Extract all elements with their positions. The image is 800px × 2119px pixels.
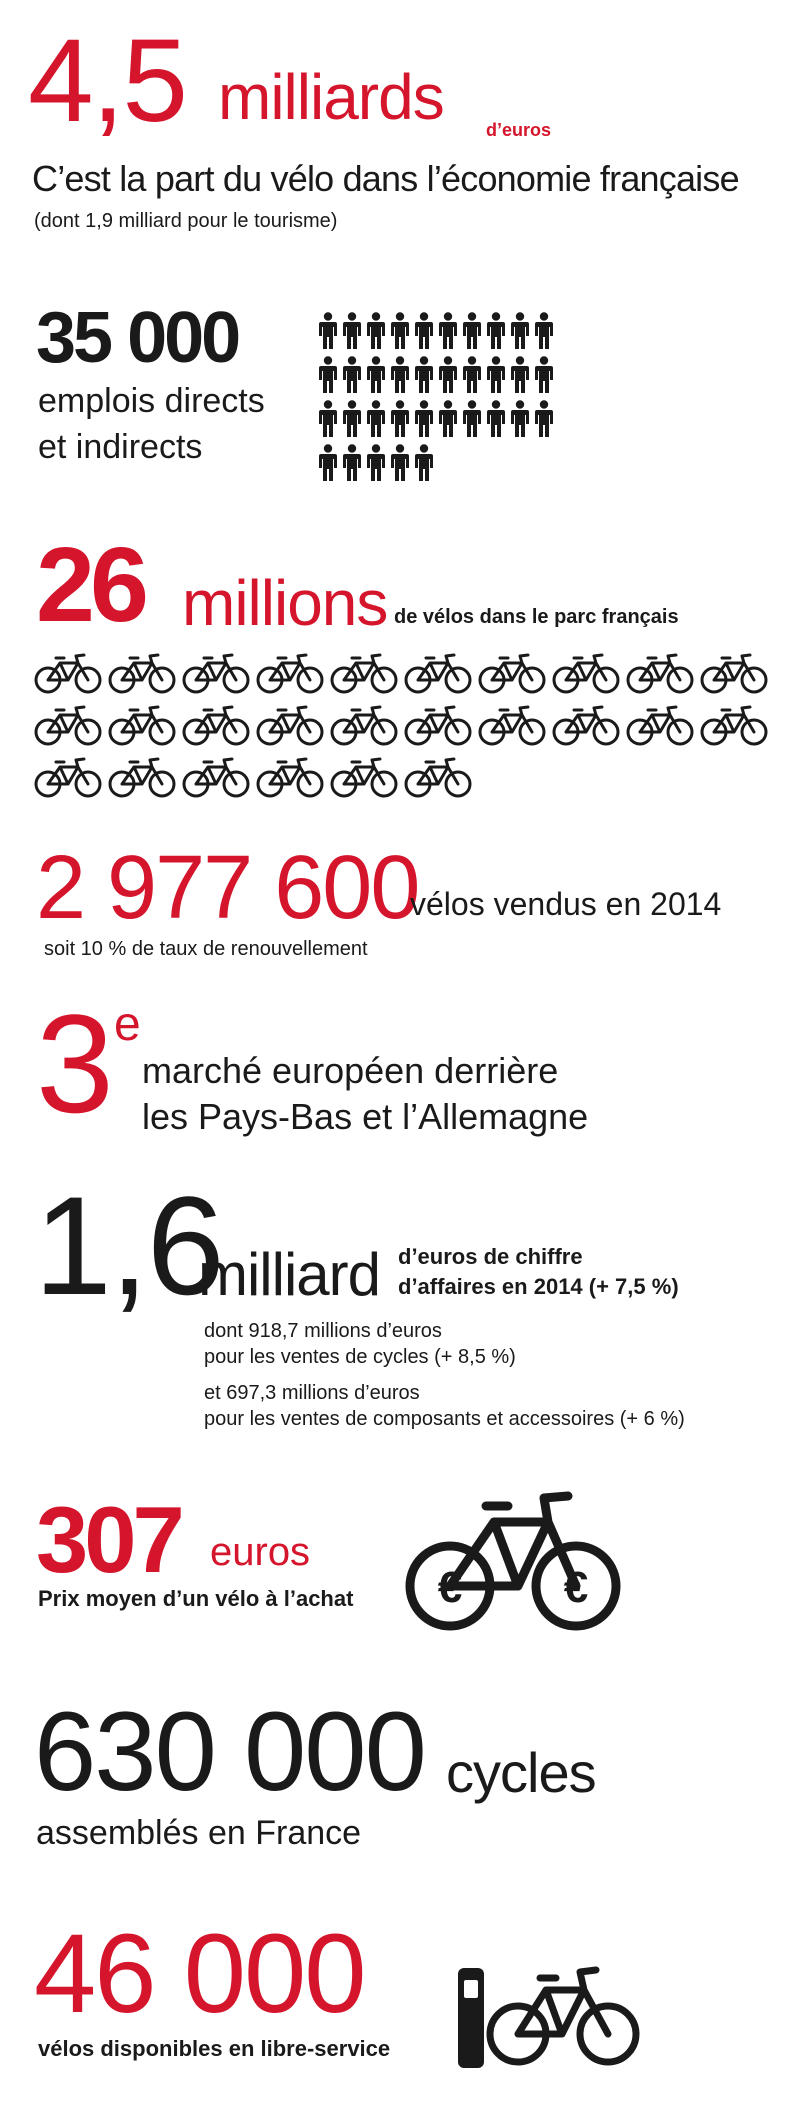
stat-2977600-note: soit 10 % de taux de renouvellement [44,938,368,960]
person-icon [438,312,462,350]
stat-1-6-detail1: dont 918,7 millions d’euros [204,1320,442,1342]
euro-symbol-left: € [437,1563,463,1612]
stat-3e-number: 3 [36,985,112,1142]
person-icon [534,312,558,350]
bike-sharing-station-icon [456,1950,646,2075]
bicycle-icon [404,652,478,694]
bicycle-icon [34,652,108,694]
person-icon [486,312,510,350]
person-icon [342,312,366,350]
person-icon [414,444,438,482]
stat-4-5-note: (dont 1,9 milliard pour le tourisme) [34,210,338,232]
person-icon [534,400,558,438]
person-icon [342,400,366,438]
person-icon [438,356,462,394]
stat-1-6-detail4: pour les ventes de composants et accessoires (+ 6 %) [204,1408,685,1430]
bicycle-icon [256,652,330,694]
person-icon [318,356,342,394]
person-icon [390,312,414,350]
person-icon [366,356,390,394]
stat-1-6-suffix-line2: d’affaires en 2014 (+ 7,5 %) [398,1274,679,1299]
bicycle-icon [182,704,256,746]
bicycle-icon [404,756,478,798]
bicycle-icon [552,652,626,694]
stat-630000-line: assemblés en France [36,1814,362,1852]
euro-bicycle-icon [398,1484,628,1639]
stat-1-6-suffix-line1: d’euros de chiffre [398,1244,583,1269]
bicycle-icon [108,652,182,694]
person-icon [318,400,342,438]
person-icon [366,400,390,438]
bicycle-icon [700,652,774,694]
stat-1-6-unit: milliard [198,1241,381,1308]
bicycle-icon [478,652,552,694]
stat-4-5-number: 4,5 [28,15,187,147]
bicycle-icon [626,704,700,746]
stat-46000-number: 46 000 [34,1911,365,2036]
person-icon [438,400,462,438]
stat-4-5-suffix: d’euros [486,120,552,140]
person-icon [342,444,366,482]
bicycle-icon [626,652,700,694]
stat-630000-unit: cycles [446,1741,596,1804]
person-icon [534,356,558,394]
stat-2977600-suffix: vélos vendus en 2014 [410,886,722,922]
bicycle-icon [108,704,182,746]
stat-26-unit: millions [182,567,388,639]
bicycle-icon [182,756,256,798]
person-icon [366,312,390,350]
person-icon [366,444,390,482]
bicycle-icon [108,756,182,798]
stat-4-5-description: C’est la part du vélo dans l’économie française [32,158,739,199]
stat-1-6-detail3: et 697,3 millions d’euros [204,1382,420,1404]
stat-26-suffix: de vélos dans le parc français [394,606,679,628]
bicycle-icon [256,756,330,798]
stat-46000-label: vélos disponibles en libre-service [38,2036,391,2061]
person-icon [462,312,486,350]
person-icon [486,356,510,394]
person-icon [390,356,414,394]
bicycle-icon [256,704,330,746]
person-icon [414,312,438,350]
bicycle-icon [330,652,404,694]
stat-3e-line1: marché européen derrière [142,1050,559,1091]
bicycle-icon [700,704,774,746]
stat-35000-line1: emplois directs [38,382,265,420]
person-icon [390,400,414,438]
person-icon [318,444,342,482]
bicycle-icon [478,704,552,746]
person-icon [462,356,486,394]
stat-630000-number: 630 000 [34,1689,425,1814]
people-icon-grid [318,312,558,482]
bicycle-icon [330,704,404,746]
person-icon [414,400,438,438]
person-icon [510,356,534,394]
euro-symbol-right: € [563,1563,589,1612]
stat-307-label: Prix moyen d’un vélo à l’achat [38,1586,354,1611]
bicycle-icon [182,652,256,694]
bicycle-icon [404,704,478,746]
person-icon [318,312,342,350]
person-icon [510,400,534,438]
stat-35000-number: 35 000 [36,298,239,378]
person-icon [510,312,534,350]
bicycle-icon [34,704,108,746]
bicycle-icon [552,704,626,746]
stat-2977600-number: 2 977 600 [36,838,419,938]
stat-4-5-unit: milliards [218,61,444,133]
person-icon [462,400,486,438]
stat-3e-superscript: e [114,998,141,1051]
stat-1-6-number: 1,6 [34,1167,223,1324]
stat-26-number: 26 [36,526,144,644]
person-icon [342,356,366,394]
person-icon [414,356,438,394]
person-icon [486,400,510,438]
bicycle-icon-grid [34,652,774,798]
person-icon [390,444,414,482]
stat-3e-line2: les Pays-Bas et l’Allemagne [142,1096,589,1137]
stat-1-6-detail2: pour les ventes de cycles (+ 8,5 %) [204,1346,516,1368]
stat-307-number: 307 [36,1487,181,1592]
stat-35000-line2: et indirects [38,428,203,466]
stat-307-unit: euros [210,1530,311,1574]
bicycle-icon [34,756,108,798]
bicycle-icon [330,756,404,798]
